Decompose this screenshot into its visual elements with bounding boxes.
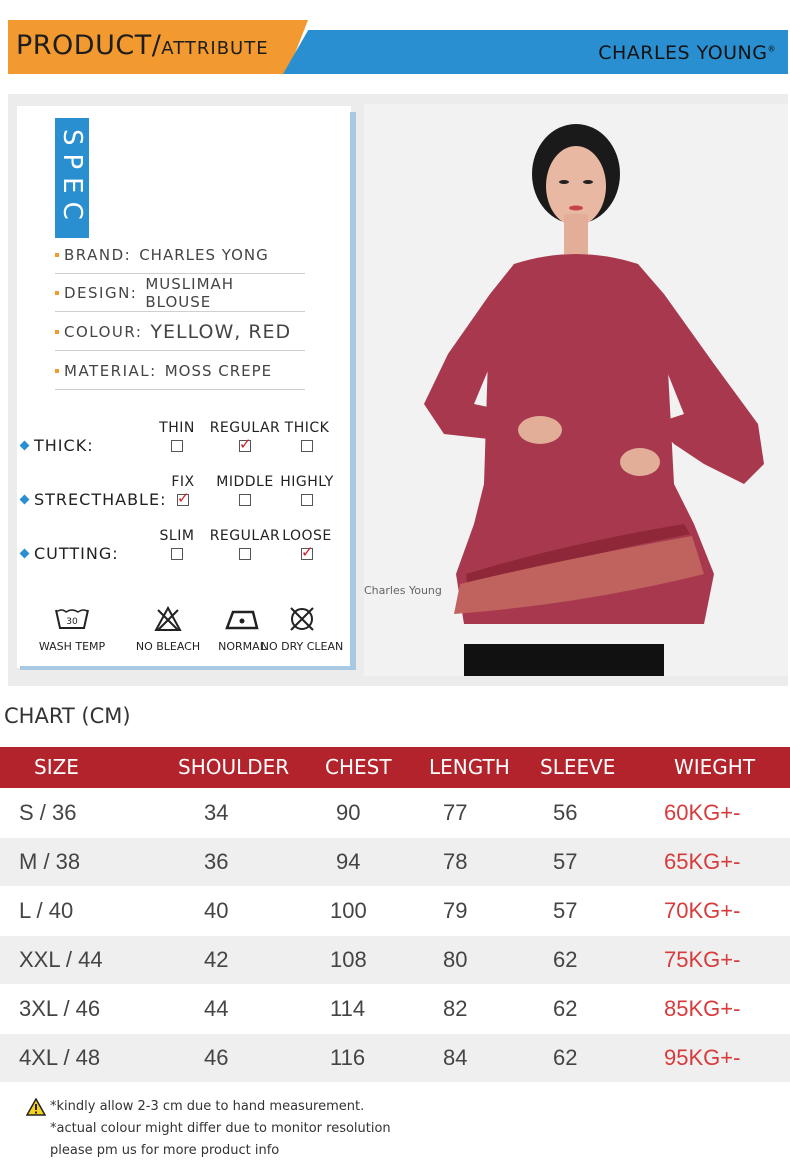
spec-key: BRAND: (64, 245, 132, 264)
cell-length: 78 (443, 849, 468, 874)
option-label: HIGHLY (280, 474, 334, 490)
spec-key: MATERIAL: (64, 361, 157, 380)
care-label: WASH TEMP (38, 640, 106, 653)
photo-watermark: Charles Young (364, 584, 442, 597)
checkbox (301, 440, 313, 452)
cell-weight: 70KG+- (664, 898, 741, 923)
cell-length: 84 (443, 1045, 468, 1070)
cell-shoulder: 34 (204, 800, 229, 825)
checkbox-checked (177, 494, 189, 506)
cell-size: S / 36 (19, 800, 77, 825)
table-row (0, 936, 790, 984)
attr-row-cutting (21, 528, 361, 574)
cell-shoulder: 42 (204, 947, 229, 972)
bullet-icon (55, 330, 59, 334)
cell-weight: 65KG+- (664, 849, 741, 874)
warning-icon (26, 1098, 46, 1116)
cell-shoulder: 46 (204, 1045, 229, 1070)
cell-length: 77 (443, 800, 468, 825)
checkbox-checked (239, 440, 251, 452)
cell-chest: 90 (336, 800, 361, 825)
spec-value: MOSS CREPE (164, 361, 273, 380)
registered-mark: ® (767, 44, 776, 54)
cell-size: XXL / 44 (19, 947, 103, 972)
option-label: SLIM (159, 528, 195, 544)
option-thick (267, 420, 347, 456)
table-row (0, 838, 790, 886)
option-label: THICK (284, 420, 330, 436)
spec-key: COLOUR: (64, 322, 143, 341)
note-line: please pm us for more product info (50, 1143, 280, 1158)
care-no-dry-clean (257, 604, 347, 653)
cell-sleeve: 62 (553, 996, 578, 1021)
banner-title (16, 30, 269, 61)
note-line (26, 1096, 391, 1118)
notes (26, 1096, 391, 1162)
option-label: LOOSE (282, 528, 332, 544)
product-photo (364, 104, 788, 676)
care-label: NO DRY CLEAN (260, 640, 344, 653)
banner-title-main: PRODUCT/ (16, 30, 162, 61)
attr-row-stretchable (21, 474, 361, 520)
cell-size: M / 38 (19, 849, 81, 874)
banner-brand-text: CHARLES YOUNG (598, 42, 768, 64)
header-shoulder: SHOULDER (178, 755, 290, 779)
spec-card-bottom-edge (20, 666, 356, 670)
note-line: *actual colour might differ due to monitor resolution (50, 1121, 391, 1136)
care-wash-temp (27, 604, 117, 653)
cell-shoulder: 40 (204, 898, 229, 923)
header-banner (8, 20, 788, 74)
checkbox (239, 548, 251, 560)
spec-row-design (55, 274, 305, 312)
header-chest: CHEST (325, 755, 392, 779)
option-label: THIN (159, 420, 195, 436)
cell-size: 4XL / 48 (19, 1045, 101, 1070)
attr-key: CUTTING: (34, 544, 119, 563)
spec-card-edge (350, 112, 356, 668)
option-label: REGULAR (209, 528, 281, 544)
option-label: REGULAR (209, 420, 281, 436)
spec-key: DESIGN: (63, 283, 138, 302)
spec-row-colour (55, 313, 305, 351)
care-label: NORMAL (218, 640, 266, 653)
bullet-icon (55, 253, 59, 257)
checkbox-checked (301, 548, 313, 560)
cell-sleeve: 62 (553, 1045, 578, 1070)
option-highly (267, 474, 347, 510)
cell-sleeve: 57 (553, 849, 578, 874)
diamond-bullet-icon (20, 495, 30, 505)
checkbox (239, 494, 251, 506)
chart-header-row (0, 747, 790, 788)
cell-chest: 114 (330, 996, 366, 1021)
diamond-bullet-icon (20, 549, 30, 559)
cell-sleeve: 57 (553, 898, 578, 923)
cell-chest: 116 (330, 1045, 366, 1070)
note-text: *kindly allow 2-3 cm due to hand measurement. (50, 1099, 365, 1114)
cell-length: 79 (443, 898, 468, 923)
spec-row-brand (55, 236, 305, 274)
cell-weight: 75KG+- (664, 947, 741, 972)
bullet-icon (55, 291, 59, 295)
option-label: FIX (171, 474, 195, 490)
bullet-icon (55, 369, 59, 373)
checkbox (171, 440, 183, 452)
checkbox (171, 548, 183, 560)
banner-title-sub: ATTRIBUTE (161, 38, 269, 59)
attr-key: THICK: (34, 436, 94, 455)
cell-sleeve: 56 (553, 800, 578, 825)
cell-chest: 94 (336, 849, 361, 874)
svg-text:30: 30 (66, 617, 78, 627)
header-length: LENGTH (429, 755, 510, 779)
spec-card (17, 106, 351, 668)
cell-weight: 95KG+- (664, 1045, 741, 1070)
diamond-bullet-icon (20, 441, 30, 451)
checkbox (301, 494, 313, 506)
cell-sleeve: 62 (553, 947, 578, 972)
option-label: MIDDLE (216, 474, 274, 490)
header-sleeve: SLEEVE (540, 755, 616, 779)
wash-temp-icon (27, 604, 117, 634)
cell-size: L / 40 (19, 898, 74, 923)
table-row (0, 887, 790, 935)
table-row (0, 985, 790, 1033)
cell-length: 82 (443, 996, 468, 1021)
cell-chest: 108 (330, 947, 367, 972)
spec-value: YELLOW, RED (150, 320, 292, 343)
attr-row-thick (21, 420, 361, 466)
cell-weight: 85KG+- (664, 996, 741, 1021)
table-row (0, 1034, 790, 1082)
spec-value: CHARLES YONG (139, 245, 269, 264)
cell-weight: 60KG+- (664, 800, 741, 825)
spec-value: MUSLIMAH BLOUSE (145, 274, 235, 311)
spec-area (8, 94, 788, 686)
table-row (0, 789, 790, 837)
cell-chest: 100 (330, 898, 367, 923)
attr-key: STRECTHABLE: (34, 490, 167, 509)
chart-title: CHART (CM) (4, 704, 131, 728)
banner-brand (598, 42, 776, 64)
cell-length: 80 (443, 947, 468, 972)
cell-shoulder: 44 (204, 996, 229, 1021)
cell-size: 3XL / 46 (19, 996, 101, 1021)
spec-row-material (55, 352, 305, 390)
header-weight: WIEGHT (674, 755, 756, 779)
care-label: NO BLEACH (135, 640, 201, 653)
no-dry-clean-icon (257, 604, 347, 634)
cell-shoulder: 36 (204, 849, 229, 874)
option-loose (267, 528, 347, 564)
spec-tag: SPEC (55, 118, 89, 238)
header-size: SIZE (34, 755, 79, 779)
